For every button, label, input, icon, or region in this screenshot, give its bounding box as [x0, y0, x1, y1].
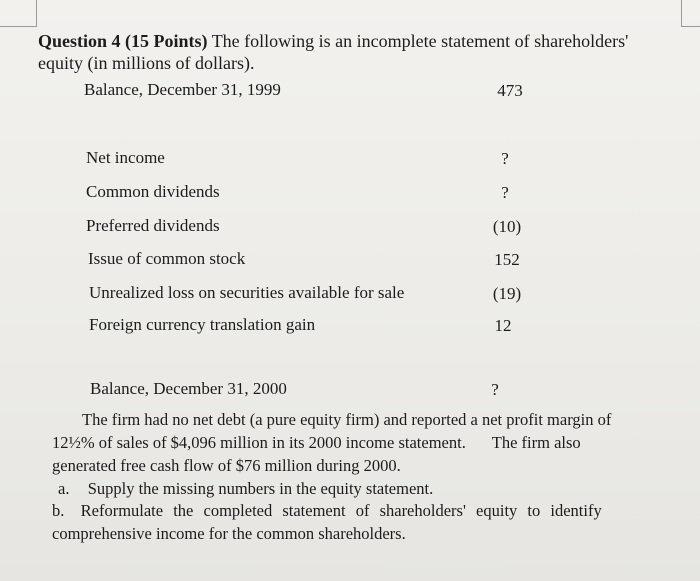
row-label-net-income: Net income: [86, 148, 165, 167]
item-b: [52, 501, 602, 521]
question-number: Question 4 (15 Points): [38, 31, 208, 51]
row-value-unrealized-loss: (19): [492, 284, 522, 303]
question-subtitle: equity (in millions of dollars).: [38, 53, 255, 73]
crop-mark-top-right: [681, 0, 700, 27]
opening-balance-label: Balance, December 31, 1999: [84, 80, 281, 99]
row-value-issue-common-stock: 152: [494, 250, 520, 269]
row-label-preferred-dividends: Preferred dividends: [86, 216, 220, 235]
row-label-currency-gain: Foreign currency translation gain: [89, 315, 316, 334]
row-value-preferred-dividends: (10): [492, 217, 522, 236]
question-title: [38, 31, 628, 52]
question-intro: The following is an incomplete statement of shareholders': [207, 31, 629, 51]
paragraph-line-3: generated free cash flow of $76 million during 2000.: [52, 456, 401, 475]
crop-mark-top-left: [0, 0, 37, 27]
paragraph-line-1: The firm had no net debt (a pure equity firm) and reported a net profit margin of: [82, 410, 612, 429]
opening-balance-value: 473: [497, 81, 523, 100]
closing-balance-value: ?: [491, 380, 499, 399]
row-label-unrealized-loss: Unrealized loss on securities available for sale: [89, 283, 405, 302]
item-a-marker: a.: [58, 479, 70, 498]
row-value-net-income: ?: [501, 149, 509, 168]
paragraph-line-2-b: The firm also: [491, 433, 581, 452]
row-value-currency-gain: 12: [494, 316, 512, 335]
item-b-marker: b.: [52, 501, 65, 520]
item-b-text-line-2: comprehensive income for the common shareholders.: [52, 524, 406, 543]
row-label-issue-common-stock: Issue of common stock: [88, 249, 246, 268]
item-b-text-line-1: Reformulate the completed statement of shareholders' equity to identify: [80, 501, 602, 520]
paragraph-line-2-a: 12½% of sales of $4,096 million in its 2000 income statement.: [52, 433, 466, 452]
item-a: [58, 479, 433, 499]
item-a-text: Supply the missing numbers in the equity statement.: [87, 479, 434, 498]
row-value-common-dividends: ?: [501, 183, 509, 202]
row-label-common-dividends: Common dividends: [86, 182, 220, 201]
paragraph-line-2: [52, 433, 581, 453]
closing-balance-label: Balance, December 31, 2000: [90, 379, 287, 398]
